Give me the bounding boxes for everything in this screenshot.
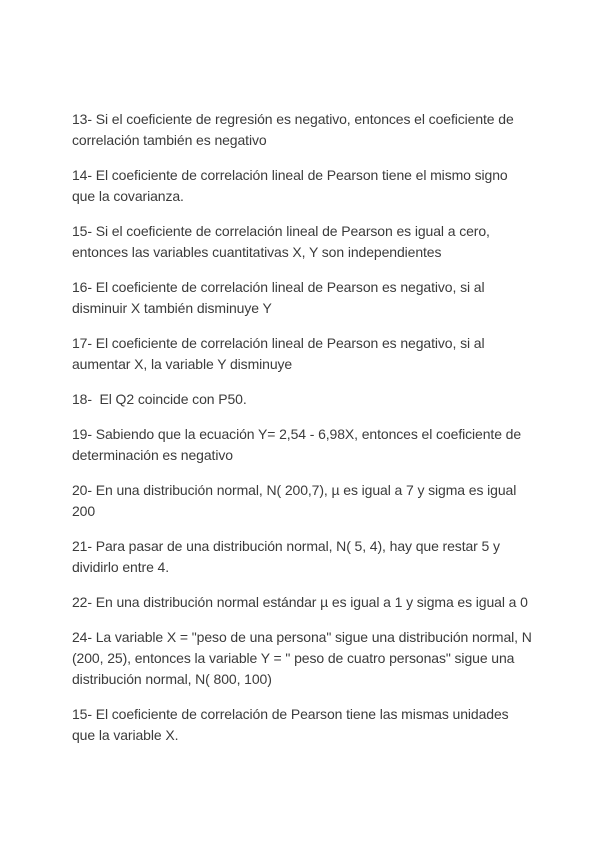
- statement-18: 18- El Q2 coincide con P50.: [72, 391, 247, 407]
- statement-15-duplicate: 15- El coeficiente de correlación de Pearson tiene las mismas unidades que la variable X.: [72, 706, 513, 743]
- statement-21: 21- Para pasar de una distribución normal, N( 5, 4), hay que restar 5 y dividirlo entre 4.: [72, 538, 504, 575]
- statement-17: 17- El coeficiente de correlación lineal de Pearson es negativo, si al aumentar X, la variable Y disminuye: [72, 335, 489, 372]
- statement-20: 20- En una distribución normal, N( 200,7), µ es igual a 7 y sigma es igual 200: [72, 482, 521, 519]
- statement-14: 14- El coeficiente de correlación lineal de Pearson tiene el mismo signo que la covarianza.: [72, 167, 512, 204]
- statement-24: 24- La variable X = "peso de una persona" sigue una distribución normal, N (200, 25), entonces la variable Y = " peso de cuatro personas" sigue una distribución normal, N( 800, 100): [72, 629, 536, 687]
- statement-13: 13- Si el coeficiente de regresión es negativo, entonces el coeficiente de correlación también es negativo: [72, 111, 518, 148]
- statement-15: 15- Si el coeficiente de correlación lineal de Pearson es igual a cero, entonces las variables cuantitativas X, Y son independientes: [72, 223, 494, 260]
- statement-22: 22- En una distribución normal estándar µ es igual a 1 y sigma es igual a 0: [72, 594, 528, 610]
- statements-list: [72, 109, 534, 746]
- statement-19: 19- Sabiendo que la ecuación Y= 2,54 - 6,98X, entonces el coeficiente de determinación es negativo: [72, 426, 525, 463]
- statement-16: 16- El coeficiente de correlación lineal de Pearson es negativo, si al disminuir X también disminuye Y: [72, 279, 489, 316]
